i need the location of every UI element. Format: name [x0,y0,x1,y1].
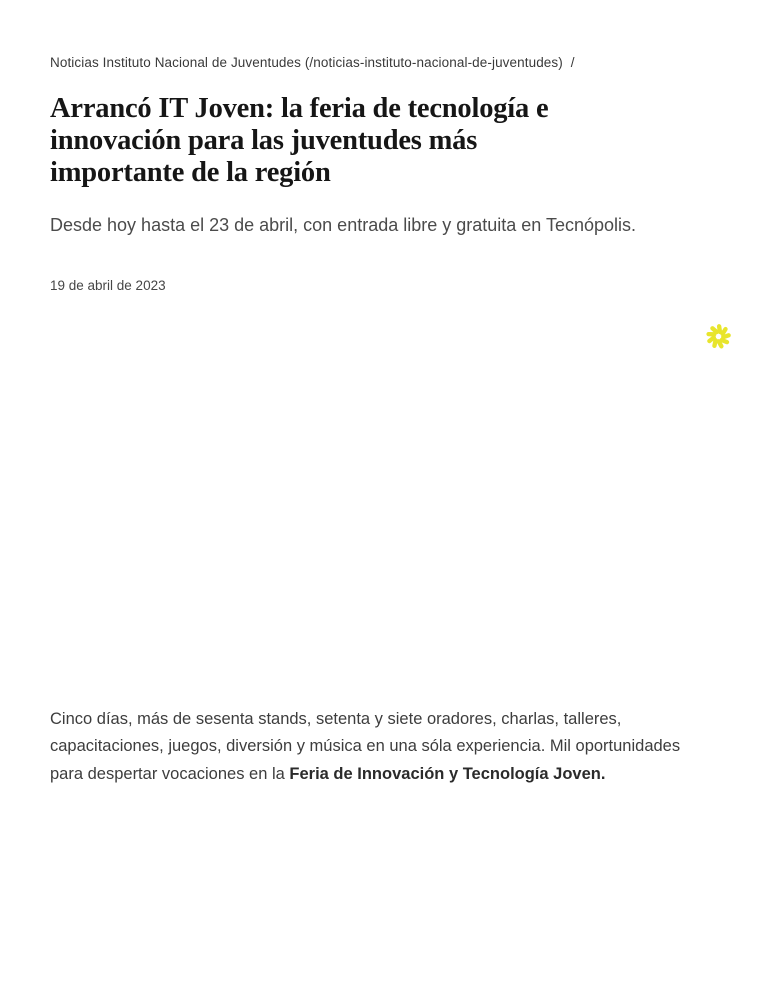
body-text: Cinco días, más de sesenta stands, setenta y siete oradores, charlas, talleres, capacitaciones, juegos, diversión y música en una sóla experiencia. Mil oportunidades para despertar vocaciones en la [50,710,681,783]
breadcrumb-separator: / [570,55,575,70]
spinner-asterisk-icon [705,323,732,350]
article-subtitle: Desde hoy hasta el 23 de abril, con entrada libre y gratuita en Tecnópolis. [50,215,637,235]
page-title [50,93,723,189]
breadcrumb-link-noticias[interactable]: Noticias Instituto Nacional de Juventudes (/noticias-instituto-nacional-de-juventudes) [50,55,563,70]
body-bold-text: Feria de Innovación y Tecnología Joven. [289,764,606,783]
title-line-1: Arrancó IT Joven: la feria de tecnología e [50,93,549,124]
title-line-3: importante de la región [50,157,331,188]
breadcrumb [50,55,723,71]
article-body [50,706,702,788]
article-date: 19 de abril de 2023 [50,278,166,293]
title-line-2: innovación para las juventudes más [50,125,478,156]
image-placeholder [50,294,723,706]
